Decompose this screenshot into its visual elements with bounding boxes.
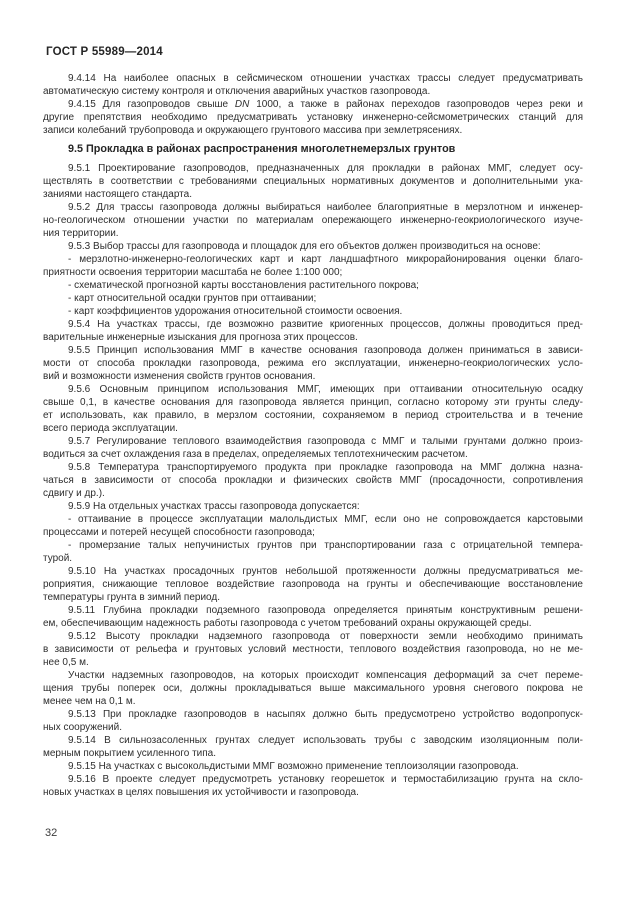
- text-line: 9.5.11 Глубина прокладки подземного газопровода определяется принятым конструктивным решени-: [68, 605, 583, 616]
- paragraph: [43, 98, 583, 137]
- text-line: 9.5.3 Выбор трассы для газопровода и площадок для его объектов должен производиться на основе:: [68, 241, 541, 252]
- paragraph: [43, 708, 583, 734]
- paragraph: [43, 734, 583, 760]
- text-line: 9.5.10 На участках просадочных грунтов небольшой протяженности должны предусматриваться ме-: [68, 566, 583, 577]
- text-line: 9.5.7 Регулирование теплового взаимодействия газопровода с ММГ и талыми грунтами должно произ-: [68, 436, 583, 447]
- page-number: 32: [45, 827, 58, 839]
- paragraph: [43, 773, 583, 799]
- text-line: - карт коэффициентов удорожания относительной стоимости освоения.: [68, 306, 403, 317]
- text-line: приятности освоения территории масштаба не более 1:100 000;: [43, 267, 343, 278]
- text-line: 9.5.14 В сильнозасоленных грунтах следует использовать трубы с заводским изоляционным поли-: [68, 735, 583, 746]
- paragraph: [43, 539, 583, 565]
- text-line: - мерзлотно-инженерно-геологических карт и карт ландшафтного микрорайонирования оценки благо-: [68, 254, 583, 265]
- paragraph: [43, 72, 583, 98]
- text-line: но-геологическом отношении участки по материалам опережающего инженерно-геокриологического изуче-: [43, 215, 583, 226]
- paragraph: [43, 279, 583, 292]
- text-line: 9.5.4 На участках трассы, где возможно развитие криогенных процессов, должны проводиться пред-: [68, 319, 583, 330]
- paragraph: [43, 461, 583, 500]
- paragraph: [43, 162, 583, 201]
- paragraph: [43, 383, 583, 435]
- text-line: 9.5.6 Основным принципом использования ММГ, имеющих при оттаивании относительную осадку: [68, 384, 583, 395]
- text-line: нее 0,5 м.: [43, 657, 89, 668]
- text-line: 9.5.1 Проектирование газопроводов, предназначенных для прокладки в районах ММГ, следует осу-: [68, 163, 583, 174]
- text-line: - схематической прогнозной карты восстановления растительного покрова;: [68, 280, 419, 291]
- text-line: ния территории.: [43, 228, 119, 239]
- text-line: ществлять в соответствии с требованиями специальных нормативных документов и дополнительными ука-: [43, 176, 583, 187]
- paragraph: [43, 500, 583, 513]
- text-line: сдвигу и др.).: [43, 488, 105, 499]
- paragraph: [43, 253, 583, 279]
- section-heading: 9.5 Прокладка в районах распространения многолетнемерзлых грунтов: [68, 143, 456, 155]
- text-line: вий и возможности изменения свойств грунтов основания.: [43, 371, 316, 382]
- paragraph: [43, 305, 583, 318]
- text-line: 9.5.2 Для трассы газопровода должны выбираться наиболее благоприятные в мерзлотном и инженер-: [68, 202, 583, 213]
- text-line: менее чем на 0,1 м.: [43, 696, 136, 707]
- text-line: автоматическую систему контроля и отключения аварийных участков газопровода.: [43, 86, 431, 97]
- text-line: 9.5.15 На участках с высокольдистыми ММГ возможно применение теплоизоляции газопровода.: [68, 761, 519, 772]
- text-line: 9.5.8 Температура транспортируемого продукта при прокладке газопровода на ММГ должна назна-: [68, 462, 583, 473]
- text-line: 9.5.16 В проекте следует предусмотреть установку георешеток и термостабилизацию грунта на скло-: [68, 774, 583, 785]
- document-header: ГОСТ Р 55989—2014: [46, 46, 163, 58]
- paragraph: [43, 240, 583, 253]
- text-line: свыше 0,1, в качестве основания для газопровода является принцип, согласно которому эти грунты следу-: [43, 397, 583, 408]
- paragraph: [43, 292, 583, 305]
- paragraph: [43, 604, 583, 630]
- paragraph: [43, 201, 583, 240]
- text-line: роприятия, снижающие тепловое воздействие газопровода на грунты и обеспечивающие восстановление: [43, 579, 583, 590]
- text-line: записи колебаний трубопровода и окружающего грунтового массива при землетрясениях.: [43, 125, 463, 136]
- paragraph: [43, 565, 583, 604]
- paragraph: [43, 630, 583, 669]
- text-line: новых участках в целях повышения их устойчивости и газопровода.: [43, 787, 359, 798]
- text-line: ем, обеспечивающим надежность работы газопровода с учетом требований охраны окружающей среды.: [43, 618, 532, 629]
- text-line: мости от способа прокладки газопровода, режима его эксплуатации, инженерно-геокриологических усло-: [43, 358, 583, 369]
- text-line: - промерзание талых непучинистых грунтов при транспортировании газа с отрицательной темпера-: [68, 540, 583, 551]
- text-line: ет использовать, как правило, в мерзлом состоянии, сохраняемом в период строительства и в течение: [43, 410, 583, 421]
- text-line: водиться за счет охлаждения газа в пределах, определяемых теплотехническим расчетом.: [43, 449, 468, 460]
- text-line: процессами и потерей несущей способности газопровода;: [43, 527, 315, 538]
- paragraph: [43, 513, 583, 539]
- paragraph: [43, 435, 583, 461]
- text-line: чаться в зависимости от способа прокладки и физических свойств ММГ (просадочности, сопротивления: [43, 475, 583, 486]
- text-line: 9.5.9 На отдельных участках трассы газопровода допускается:: [68, 501, 360, 512]
- text-line: ных сооружений.: [43, 722, 123, 733]
- text-line: - оттаивание в процессе эксплуатации малольдистых ММГ, если оно не сопровождается карстовыми: [68, 514, 583, 525]
- text-line: 9.4.14 На наиболее опасных в сейсмическом отношении участках трассы следует предусматривать: [68, 73, 583, 84]
- text-line: заниями настоящего стандарта.: [43, 189, 192, 200]
- text-line: 9.5.12 Высоту прокладки надземного газопровода от поверхности земли необходимо принимать: [68, 631, 583, 642]
- text-line: 9.5.5 Принцип использования ММГ в качестве основания газопровода должен приниматься в зависи-: [68, 345, 583, 356]
- text-line: другие препятствия необходимо предусматривать установку инженерно-сейсмометрических станций для: [43, 112, 583, 123]
- text-line: Участки надземных газопроводов, на которых происходит компенсация деформаций за счет переме-: [68, 670, 583, 681]
- paragraph: [43, 318, 583, 344]
- text-line: температуры грунта в зимний период.: [43, 592, 221, 603]
- paragraph: [43, 344, 583, 383]
- text-line: щения трубы поперек оси, должны прокладываться выше максимального уровня снегового покрова не: [43, 683, 583, 694]
- text-line: мерным покрытием усиленного типа.: [43, 748, 217, 759]
- paragraph: [43, 669, 583, 708]
- text-line: в зависимости от рельефа и грунтовых условий местности, теплового воздействия газопровода, но не ме-: [43, 644, 583, 655]
- text-line: варительные инженерные изыскания для прогноза этих процессов.: [43, 332, 358, 343]
- paragraph: [43, 760, 583, 773]
- text-line: - карт относительной осадки грунтов при оттаивании;: [68, 293, 317, 304]
- text-line: всего периода эксплуатации.: [43, 423, 178, 434]
- document-body: [43, 72, 583, 799]
- text-line: 9.5.13 При прокладке газопроводов в насыпях должно быть предусмотрено устройство водопропуск-: [68, 709, 583, 720]
- text-line: турой.: [43, 553, 73, 564]
- text-line: 9.4.15 Для газопроводов свыше DN 1000, а также в районах переходов газопроводов через реки и: [68, 99, 584, 110]
